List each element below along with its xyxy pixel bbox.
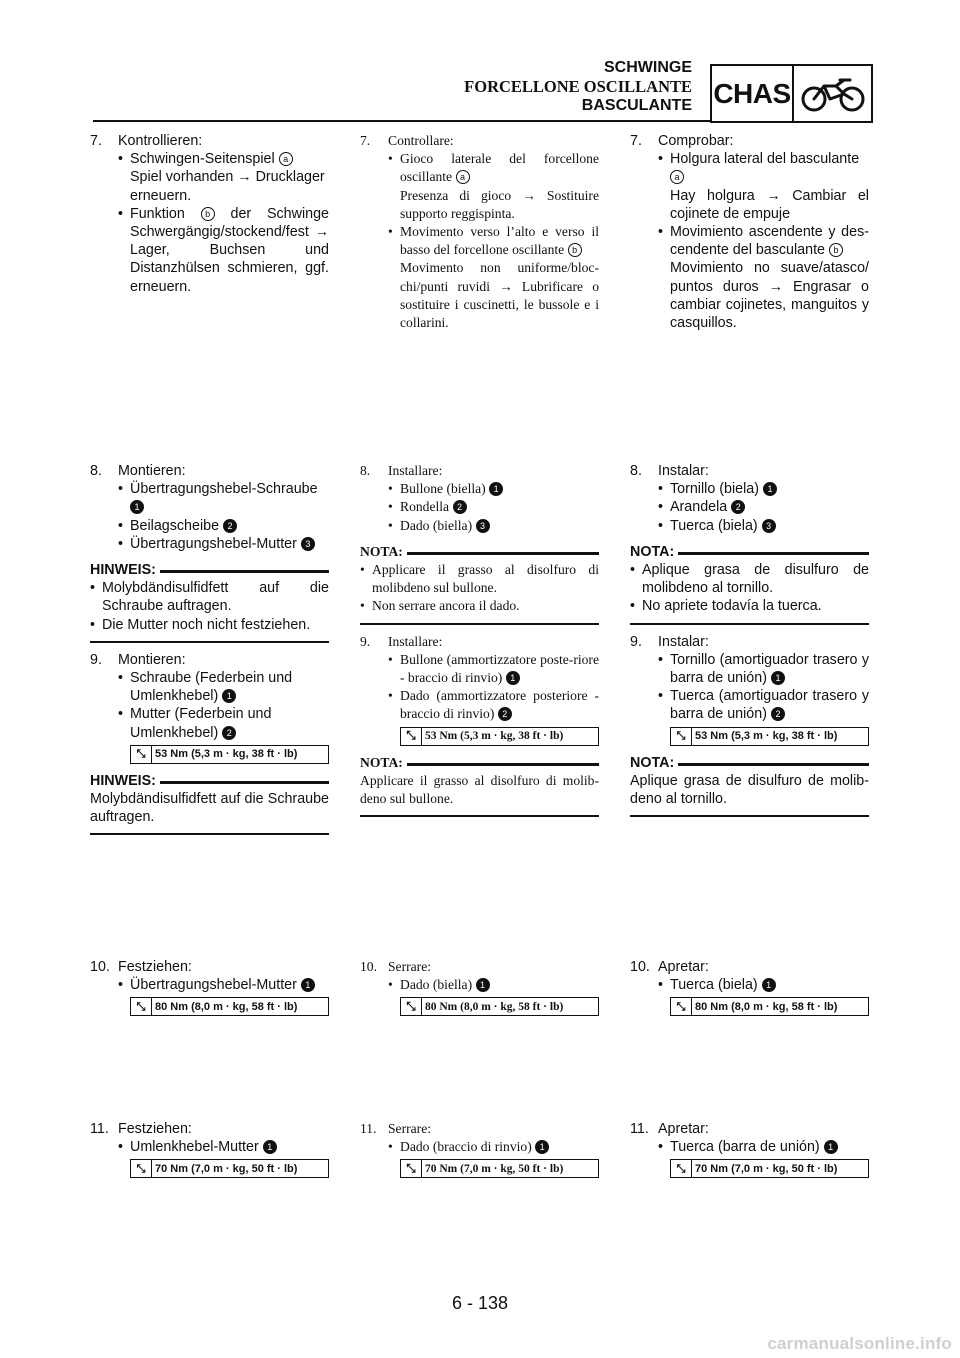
bullet-text: Beilagscheibe — [130, 517, 220, 534]
callout-2: 2 — [498, 707, 512, 721]
callout-3: 3 — [762, 519, 776, 533]
bullet-text: Tuerca (barra de unión) — [670, 1139, 820, 1156]
note-rule — [360, 815, 599, 817]
bullet-detail: Schwergängig/stockend/fest → Lager, Buchsen und Distanzhülsen schmieren, ggf. erneuern. — [130, 224, 329, 295]
note-text: Aplique grasa de disulfuro de molib-deno al tornillo. — [630, 772, 869, 808]
title-de: SCHWINGE — [604, 59, 692, 76]
torque-wrench-icon: ⤡ — [671, 1160, 692, 1177]
motorcycle-icon — [794, 66, 871, 121]
step-number: 10. — [90, 959, 110, 975]
note-heading — [90, 561, 329, 579]
title-it: FORCELLONE OSCILLANTE — [464, 77, 692, 96]
callout-2: 2 — [453, 500, 467, 514]
step-title: Festziehen: — [118, 959, 192, 975]
note-label: NOTA: — [360, 754, 403, 770]
bullet-text: Mutter (Federbein und Umlenkhebel) — [130, 706, 272, 741]
callout-1: 1 — [489, 482, 503, 496]
step-number: 10. — [360, 959, 377, 974]
step-number: 11. — [90, 1121, 109, 1137]
de-step-7: 7. Kontrollieren: • Schwingen-Seitenspiel a Spiel vorhanden → Drucklager erneuern. • Funktion b der Schwinge Schwergängig/stockend/fest → Lager, Buchsen und Distanzhülsen schmieren, ggf. erneuern. — [90, 133, 329, 295]
callout-b: b — [201, 207, 215, 221]
step-number: 10. — [630, 959, 650, 975]
bullet-text: Gioco laterale del forcellone oscillante — [400, 151, 599, 185]
bullet-text: Schwingen-Seitenspiel — [130, 151, 275, 168]
bullet-text: Übertragungshebel-Mutter — [130, 535, 297, 552]
bullet-text: Übertragungshebel-Mutter — [130, 977, 297, 994]
note-heading — [90, 772, 329, 790]
bullet-text: Tornillo (biela) — [670, 481, 759, 498]
callout-3: 3 — [301, 537, 315, 551]
step-number: 7. — [360, 133, 371, 148]
callout-1: 1 — [301, 978, 315, 992]
callout-1: 1 — [506, 671, 520, 685]
callout-2: 2 — [771, 707, 785, 721]
torque-value: 70 Nm (7,0 m · kg, 50 ft · lb) — [155, 1162, 298, 1175]
es-step-8: 8. Instalar: • Tornillo (biela) 1 • Arandela 2 • Tuerca (biela) 3 NOTA: • Aplique grasa de disulfuro de molibdeno al tornillo. • No apriete todavía la tuerca. 9. Instalar: • Tornillo (amortiguador trasero y barra de unión) 1 • Tuerca (amortiguador trasero y barra de unión) 2 ⤡ 53 Nm (5,3 m · kg, 38 ft · lb) NOTA: Aplique grasa de disulfuro de molib-deno al tornillo. — [630, 462, 869, 825]
callout-1: 1 — [762, 978, 776, 992]
es-step-10: 10. Apretar: • Tuerca (biela) 1 ⤡ 80 Nm (8,0 m · kg, 58 ft · lb) — [630, 958, 869, 1016]
bullet-detail: Movimiento no suave/atasco/ puntos duros → Engrasar o cambiar cojinetes, manguitos y casquillos. — [670, 260, 869, 332]
step-title: Montieren: — [118, 463, 186, 479]
torque-wrench-icon: ⤡ — [401, 998, 422, 1015]
note-text: No apriete todavía la tuerca. — [642, 598, 822, 615]
torque-wrench-icon: ⤡ — [131, 1160, 152, 1177]
torque-value: 80 Nm (8,0 m · kg, 58 ft · lb) — [155, 1000, 298, 1013]
torque-value: 70 Nm (7,0 m · kg, 50 ft · lb) — [425, 1162, 564, 1175]
step-title: Serrare: — [388, 959, 432, 974]
it-step-7: 7. Controllare: • Gioco laterale del forcellone oscillante a Presenza di gioco → Sostituire supporto reggispinta. • Movimento verso l’alto e verso il basso del forcellone oscillante b Movimento non uniforme/bloc-chi/punti ruvidi → Lubrificare o sostituire i cuscinetti, le bussole e i collarini. — [360, 133, 599, 331]
bullet-text: Rondella — [400, 499, 450, 515]
bullet-text: Tuerca (amortiguador trasero y barra de unión) — [670, 688, 869, 723]
note-rule — [90, 641, 329, 643]
torque-wrench-icon: ⤡ — [131, 746, 152, 763]
bullet-text: Dado (ammortizzatore posteriore - braccio di rinvio) — [400, 688, 599, 722]
torque-spec — [400, 997, 599, 1016]
step-title: Installare: — [388, 633, 443, 649]
step-number: 8. — [360, 463, 371, 478]
bullet-text: Dado (biella) — [400, 517, 473, 533]
callout-2: 2 — [223, 519, 237, 533]
torque-spec — [670, 727, 869, 746]
watermark: carmanualsonline.info — [767, 1334, 952, 1353]
step-title: Comprobar: — [658, 133, 734, 149]
torque-value: 53 Nm (5,3 m · kg, 38 ft · lb) — [695, 730, 838, 743]
bullet-detail: Spiel vorhanden → Drucklager erneuern. — [130, 169, 325, 204]
note-label: NOTA: — [630, 543, 675, 560]
torque-spec — [670, 997, 869, 1016]
torque-wrench-icon: ⤡ — [671, 998, 692, 1015]
step-title: Apretar: — [658, 1121, 709, 1137]
step-number: 9. — [90, 651, 102, 668]
torque-value: 80 Nm (8,0 m · kg, 58 ft · lb) — [425, 1000, 564, 1013]
bullet-text: Übertragungshebel-Schraube — [130, 481, 318, 498]
step-title: Instalar: — [658, 633, 709, 650]
bullet-text: Holgura lateral del basculante — [670, 151, 860, 168]
step-number: 11. — [630, 1121, 649, 1137]
callout-1: 1 — [263, 1140, 277, 1154]
it-step-8: 8. Installare: • Bullone (biella) 1 • Rondella 2 • Dado (biella) 3 NOTA: • Applicare il grasso al disolfuro di molibdeno sul bullone. • Non serrare ancora il dado. 9. Installare: • Bullone (ammortizzatore poste-riore - braccio di rinvio) 1 • Dado (ammortizzatore posteriore - braccio di rinvio) 2 ⤡ 53 Nm (5,3 m · kg, 38 ft · lb) NOTA: Applicare il grasso al disolfuro di molib-deno sul bullone. — [360, 462, 599, 825]
callout-1: 1 — [222, 689, 236, 703]
bullet-text: Bullone (ammortizzatore poste-riore - braccio di rinvio) — [400, 651, 599, 686]
bullet-text: Dado (biella) — [400, 977, 473, 993]
callout-1: 1 — [771, 671, 785, 685]
callout-a: a — [670, 170, 684, 184]
step-title: Festziehen: — [118, 1121, 192, 1137]
de-step-10: 10. Festziehen: • Übertragungshebel-Mutter 1 ⤡ 80 Nm (8,0 m · kg, 58 ft · lb) — [90, 958, 329, 1016]
callout-1: 1 — [476, 978, 490, 992]
callout-1: 1 — [763, 482, 777, 496]
note-text: Non serrare ancora il dado. — [372, 598, 520, 614]
callout-b: b — [568, 243, 582, 257]
bullet-text: Bullone (biella) — [400, 481, 486, 497]
torque-value: 53 Nm (5,3 m · kg, 38 ft · lb) — [425, 730, 564, 743]
note-text: Molybdändisulfidfett auf die Schraube auftragen. — [102, 580, 329, 615]
note-text: Applicare il grasso al disolfuro di molibdeno sul bullone. — [372, 562, 599, 596]
note-rule — [630, 815, 869, 817]
note-label: NOTA: — [360, 543, 403, 559]
note-heading — [360, 543, 599, 561]
torque-value: 70 Nm (7,0 m · kg, 50 ft · lb) — [695, 1162, 838, 1175]
step-title: Montieren: — [118, 651, 186, 668]
note-heading — [630, 754, 869, 772]
torque-spec — [400, 1159, 599, 1178]
note-rule — [630, 623, 869, 625]
callout-3: 3 — [476, 519, 490, 533]
it-step-10: 10. Serrare: • Dado (biella) 1 ⤡ 80 Nm (8,0 m · kg, 58 ft · lb) — [360, 958, 599, 1016]
bullet-text: Tuerca (biela) — [670, 517, 758, 534]
step-number: 11. — [360, 1121, 377, 1136]
note-text: Applicare il grasso al disolfuro di molib-deno sul bullone. — [360, 772, 599, 807]
step-number: 9. — [630, 633, 642, 650]
bullet-text: der Schwinge — [230, 205, 329, 222]
torque-wrench-icon: ⤡ — [131, 998, 152, 1015]
section-titles — [464, 58, 692, 115]
step-number: 8. — [90, 463, 102, 479]
step-title: Controllare: — [388, 133, 454, 148]
bullet-text: Schraube (Federbein und Umlenkhebel) — [130, 670, 293, 705]
step-title: Kontrollieren: — [118, 133, 203, 149]
de-step-8: 8. Montieren: • Übertragungshebel-Schraube 1 • Beilagscheibe 2 • Übertragungshebel-Mutter 3 HINWEIS: • Molybdändisulfidfett auf die Schraube auftragen. • Die Mutter noch nicht festziehen. 9. Montieren: • Schraube (Federbein und Umlenkhebel) 1 • Mutter (Federbein und Umlenkhebel) 2 ⤡ 53 Nm (5,3 m · kg, 38 ft · lb) HINWEIS: Molybdändisulfidfett auf die Schraube auftragen. — [90, 462, 329, 843]
step-number: 7. — [630, 133, 642, 149]
bullet-detail: Movimento non uniforme/bloc-chi/punti ruvidi → Lubrificare o sostituire i cuscinetti, le bussole e i collarini. — [400, 260, 599, 331]
step-number: 7. — [90, 133, 102, 149]
note-heading — [630, 543, 869, 561]
callout-1: 1 — [824, 1140, 838, 1154]
bullet-text: Movimento verso l’alto e verso il basso del forcellone oscillante — [400, 224, 599, 258]
note-text: Aplique grasa de disulfuro de molibdeno al tornillo. — [642, 562, 869, 597]
callout-2: 2 — [731, 500, 745, 514]
torque-spec — [130, 997, 329, 1016]
es-step-11: 11. Apretar: • Tuerca (barra de unión) 1 ⤡ 70 Nm (7,0 m · kg, 50 ft · lb) — [630, 1120, 869, 1178]
callout-a: a — [279, 152, 293, 166]
torque-wrench-icon: ⤡ — [401, 728, 422, 745]
step-title: Instalar: — [658, 463, 709, 479]
note-rule — [360, 623, 599, 625]
callout-1: 1 — [130, 500, 144, 514]
es-step-7: 7. Comprobar: • Holgura lateral del basculante a Hay holgura → Cambiar el cojinete de empuje • Movimiento ascendente y des-cendente del basculante b Movimiento no suave/atasco/ puntos duros → Engrasar o cambiar cojinetes, manguitos y casquillos. — [630, 133, 869, 332]
torque-value: 53 Nm (5,3 m · kg, 38 ft · lb) — [155, 748, 298, 761]
header-rule — [93, 120, 711, 122]
note-rule — [90, 833, 329, 835]
section-badge — [710, 64, 873, 123]
callout-2: 2 — [222, 726, 236, 740]
bullet-text: Tornillo (amortiguador trasero y barra de unión) — [670, 651, 869, 687]
torque-spec — [130, 745, 329, 764]
bullet-text: Tuerca (biela) — [670, 977, 758, 994]
torque-spec — [130, 1159, 329, 1178]
note-label: NOTA: — [630, 754, 675, 771]
page-number: 6 - 138 — [451, 1293, 509, 1313]
de-step-11: 11. Festziehen: • Umlenkhebel-Mutter 1 ⤡ 70 Nm (7,0 m · kg, 50 ft · lb) — [90, 1120, 329, 1178]
bullet-text: Dado (braccio di rinvio) — [400, 1139, 532, 1155]
torque-wrench-icon: ⤡ — [401, 1160, 422, 1177]
bullet-detail: Presenza di gioco → Sostituire supporto reggispinta. — [400, 187, 599, 221]
title-es: BASCULANTE — [581, 97, 692, 114]
step-number: 9. — [360, 633, 371, 649]
bullet-detail: Hay holgura → Cambiar el cojinete de empuje — [670, 187, 869, 222]
step-title: Apretar: — [658, 959, 709, 975]
bullet-text: Umlenkhebel-Mutter — [130, 1139, 259, 1156]
note-heading — [360, 754, 599, 772]
torque-spec — [400, 727, 599, 746]
callout-b: b — [829, 243, 843, 257]
torque-spec — [670, 1159, 869, 1178]
step-title: Installare: — [388, 463, 443, 478]
step-number: 8. — [630, 463, 642, 479]
torque-wrench-icon: ⤡ — [671, 728, 692, 745]
it-step-11: 11. Serrare: • Dado (braccio di rinvio) 1 ⤡ 70 Nm (7,0 m · kg, 50 ft · lb) — [360, 1120, 599, 1178]
note-label: HINWEIS: — [90, 562, 156, 579]
bullet-text: Arandela — [670, 499, 728, 516]
bullet-text: Movimiento ascendente y des-cendente del basculante — [670, 224, 869, 259]
torque-value: 80 Nm (8,0 m · kg, 58 ft · lb) — [695, 1000, 838, 1013]
bullet-text: Funktion — [130, 205, 185, 222]
step-title: Serrare: — [388, 1121, 432, 1136]
note-text: Die Mutter noch nicht festziehen. — [102, 616, 311, 633]
note-label: HINWEIS: — [90, 772, 156, 789]
callout-a: a — [456, 170, 470, 184]
callout-1: 1 — [535, 1140, 549, 1154]
note-text: Molybdändisulfidfett auf die Schraube auftragen. — [90, 791, 329, 826]
section-label: CHAS — [712, 66, 794, 121]
